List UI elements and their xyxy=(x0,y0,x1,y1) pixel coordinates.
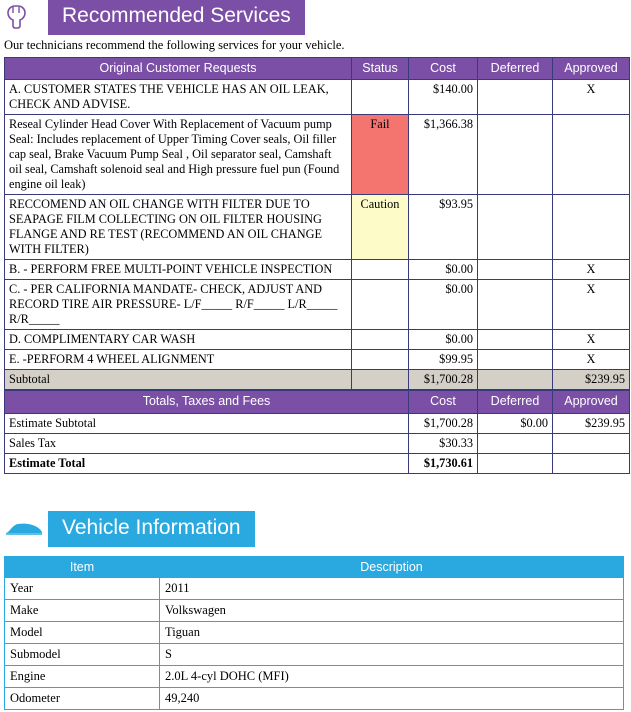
cell-item: Make xyxy=(5,599,160,621)
cell-description: 2011 xyxy=(160,577,624,599)
column-header-deferred: Deferred xyxy=(478,391,553,413)
cell-status xyxy=(352,330,409,350)
totals-row-deferred xyxy=(478,453,553,473)
cell-cost: $0.00 xyxy=(409,280,478,330)
totals-row-approved xyxy=(553,433,630,453)
status-badge-fail: Fail xyxy=(352,115,409,195)
column-header-approved: Approved xyxy=(553,391,630,413)
cell-cost: $0.00 xyxy=(409,330,478,350)
totals-row-label: Estimate Total xyxy=(5,453,409,473)
cell-approved: X xyxy=(553,260,630,280)
cell-deferred xyxy=(478,115,553,195)
cell-status xyxy=(352,80,409,115)
cell-description: Tiguan xyxy=(160,621,624,643)
cell-request: E. -PERFORM 4 WHEEL ALIGNMENT xyxy=(5,350,352,370)
cell-approved: X xyxy=(553,280,630,330)
cell-item: Model xyxy=(5,621,160,643)
table-row xyxy=(5,643,624,665)
column-header-deferred: Deferred xyxy=(478,58,553,80)
subtotal-label: Subtotal xyxy=(5,370,352,390)
totals-table xyxy=(4,390,630,473)
vehicle-information-header xyxy=(0,512,631,546)
totals-row-cost: $1,730.61 xyxy=(409,453,478,473)
cell-status xyxy=(352,260,409,280)
cell-request: A. CUSTOMER STATES THE VEHICLE HAS AN OIL LEAK, CHECK AND ADVISE. xyxy=(5,80,352,115)
recommended-services-title: Recommended Services xyxy=(48,0,305,35)
totals-header-row xyxy=(5,391,630,413)
table-row xyxy=(5,260,630,280)
cell-deferred xyxy=(478,350,553,370)
cell-cost: $140.00 xyxy=(409,80,478,115)
recommended-services-intro: Our technicians recommend the following services for your vehicle. xyxy=(4,38,345,52)
column-header-request: Original Customer Requests xyxy=(5,58,352,80)
cell-request: Reseal Cylinder Head Cover With Replacement of Vacuum pump Seal: Includes replacement of Upper Timing Cover seals, Oil filler cap seal, Brake Vacuum Pump Seal , Oil separator seal, Camshaft oil seal, Camshaft solenoid seal and High pressure fuel pun (Found engine oil leak) xyxy=(5,115,352,195)
subtotal-status xyxy=(352,370,409,390)
vehicle-information-title: Vehicle Information xyxy=(48,511,255,547)
totals-row-label: Sales Tax xyxy=(5,433,409,453)
totals-row-deferred xyxy=(478,433,553,453)
cell-description: Volkswagen xyxy=(160,599,624,621)
totals-row-approved: $239.95 xyxy=(553,413,630,433)
column-header-item: Item xyxy=(5,556,160,577)
cell-item: Engine xyxy=(5,665,160,687)
cell-approved: X xyxy=(553,330,630,350)
cell-item: Submodel xyxy=(5,643,160,665)
cell-cost: $99.95 xyxy=(409,350,478,370)
recommended-services-header xyxy=(0,0,631,34)
column-header-cost: Cost xyxy=(409,58,478,80)
cell-approved: X xyxy=(553,350,630,370)
table-row xyxy=(5,413,630,433)
cell-request: C. - PER CALIFORNIA MANDATE- CHECK, ADJUST AND RECORD TIRE AIR PRESSURE- L/F_____ R/F_____ L/R_____ R/R_____ xyxy=(5,280,352,330)
table-header-row xyxy=(5,556,624,577)
table-row xyxy=(5,687,624,709)
table-row xyxy=(5,453,630,473)
cell-approved xyxy=(553,195,630,260)
totals-row-deferred: $0.00 xyxy=(478,413,553,433)
wrench-icon xyxy=(0,0,48,34)
table-row xyxy=(5,115,630,195)
table-row xyxy=(5,280,630,330)
cell-cost: $93.95 xyxy=(409,195,478,260)
cell-request: D. COMPLIMENTARY CAR WASH xyxy=(5,330,352,350)
totals-title: Totals, Taxes and Fees xyxy=(5,391,409,413)
cell-status xyxy=(352,280,409,330)
column-header-approved: Approved xyxy=(553,58,630,80)
cell-deferred xyxy=(478,260,553,280)
totals-row-cost: $30.33 xyxy=(409,433,478,453)
car-icon xyxy=(0,512,48,546)
cell-deferred xyxy=(478,280,553,330)
cell-description: 49,240 xyxy=(160,687,624,709)
subtotal-cost: $1,700.28 xyxy=(409,370,478,390)
table-row xyxy=(5,665,624,687)
cell-approved xyxy=(553,115,630,195)
totals-row-approved xyxy=(553,453,630,473)
subtotal-deferred xyxy=(478,370,553,390)
cell-deferred xyxy=(478,195,553,260)
table-row xyxy=(5,330,630,350)
cell-cost: $0.00 xyxy=(409,260,478,280)
cell-description: S xyxy=(160,643,624,665)
cell-request: B. - PERFORM FREE MULTI-POINT VEHICLE INSPECTION xyxy=(5,260,352,280)
subtotal-row xyxy=(5,370,630,390)
table-row xyxy=(5,577,624,599)
table-row xyxy=(5,599,624,621)
cell-description: 2.0L 4-cyl DOHC (MFI) xyxy=(160,665,624,687)
table-row xyxy=(5,350,630,370)
column-header-description: Description xyxy=(160,556,624,577)
cell-deferred xyxy=(478,80,553,115)
status-badge-caution: Caution xyxy=(352,195,409,260)
cell-approved: X xyxy=(553,80,630,115)
subtotal-approved: $239.95 xyxy=(553,370,630,390)
cell-item: Odometer xyxy=(5,687,160,709)
table-header-row xyxy=(5,58,630,80)
cell-deferred xyxy=(478,330,553,350)
cell-cost: $1,366.38 xyxy=(409,115,478,195)
table-row xyxy=(5,80,630,115)
table-row xyxy=(5,433,630,453)
table-row xyxy=(5,621,624,643)
cell-status xyxy=(352,350,409,370)
vehicle-information-table xyxy=(4,556,624,710)
recommended-services-table xyxy=(4,57,630,390)
column-header-cost: Cost xyxy=(409,391,478,413)
cell-item: Year xyxy=(5,577,160,599)
totals-row-cost: $1,700.28 xyxy=(409,413,478,433)
totals-row-label: Estimate Subtotal xyxy=(5,413,409,433)
column-header-status: Status xyxy=(352,58,409,80)
cell-request: RECCOMEND AN OIL CHANGE WITH FILTER DUE TO SEAPAGE FILM COLLECTING ON OIL FILTER HOUSING FLANGE AND RE TEST (RECOMMEND AN OIL CHANGE WITH FILTER) xyxy=(5,195,352,260)
table-row xyxy=(5,195,630,260)
